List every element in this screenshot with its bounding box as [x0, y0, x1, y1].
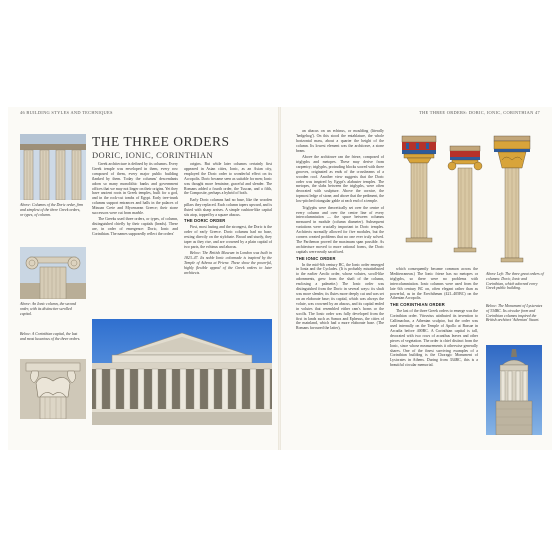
- right-col1-paragraph-4: In the mid-6th century BC, the Ionic order emerged in Ionia and the Cyclades. (It is probably misattributed to the earlier Aeolic order, whose volutes, scroll-like adornments, grew from the shaft of the column, enclosing a palmette.) The Ionic order was distinguished from the Doric in several ways: its shaft was more slender, its flutes more deeply cut and was set on an elaborate base; its capital, which was always the volute, was crowned by an abacus, and its capital ended in volutes that resembled either ram's horns or the scrolls. The Ionic order was fully developed from the first in lands such as Samos and Ephesus, the cities of the mainland, which had a more elaborate base. (The Romans favoured the latter),: [296, 262, 384, 331]
- right-col1-paragraph-1: an abacus on an echinus, or moulding (literally 'hedgehog'). On this stood the entablature, the whole horizontal mass, about a quarter the height of the column. Its lowest element was the architrave, a stone beam.: [296, 129, 384, 153]
- ionic-order-heading: THE IONIC ORDER: [296, 255, 336, 261]
- ionic-caption: Above: An Ionic column, the second order, with its distinctive scrolled capital.: [20, 302, 77, 316]
- corinthian-column-drawing: [494, 136, 530, 262]
- british-museum-photo: [92, 319, 272, 425]
- right-col1-paragraph-3: Triglyphs were theoretically set over the centre of every column and over the centre line of every intercolumniation — the space between columns measured in module (column diameter). Subsequent variations were crucially important in Doric temples. Architects normally allowed for five modules, but the corners created problems that no one ever truly solved. The Parthenon proved the maximum span possible. As architecture moved to more rational forms, the Doric capitals were neatly sacrificed.: [296, 205, 384, 254]
- corinthian-capital-photo: [20, 359, 86, 419]
- right-body-column-1: [296, 129, 384, 435]
- page-subtitle: DORIC, IONIC, CORINTHIAN: [92, 150, 214, 160]
- left-col1-paragraph-2: The Greeks used three orders, or types, of column, distinguished chiefly by their capitals (heads). These are, in order of emergence: Doric, Ionic and Corinthian. The names supposedly reflect the orders': [92, 217, 178, 237]
- right-col2-paragraph-2: The last of the three Greek orders to emerge was the Corinthian order. Vitruvius attributed its invention to Callimachus, a Athenian sculptor, but the order was used internally on the Temple of Apollo at Bassae in Arcadia before 400BC. A Corinthian capital is tall, decorated with two rows of acanthus leaves and other pieces of vegetation. The order is chief distinct from the Ionic, since whose measurements it otherwise generally shares. One of the finest surviving examples of a Corinthian building is the Choragic Monument of Lysicrates in Athens. During from 334BC, this is a beautiful circular memorial.: [390, 309, 478, 368]
- corinthian-order-heading: THE CORINTHIAN ORDER: [390, 302, 445, 308]
- left-col2-paragraph-3: First, most lasting and the strongest, the Doric is the order of early Greece. Doric columns had no base, resting directly on the stylobate. Broad and sturdy, they taper as they rise, and are crowned by a plain capital of two parts, the echinus and abacus.: [184, 225, 272, 249]
- three-orders-drawing: [394, 132, 536, 272]
- right-running-head: THE THREE ORDERS: DORIC, IONIC, CORINTHIAN 47: [419, 110, 540, 115]
- doric-column-drawing: [402, 136, 436, 242]
- doric-columns-photo: [20, 134, 86, 200]
- doric-caption: Above: Columns of the Doric order, firm and simplest of the three Greek orders, or types, of column.: [20, 203, 84, 217]
- left-body-column-2: [184, 162, 272, 314]
- ionic-column-photo: [20, 247, 86, 299]
- left-col2-paragraph-4: Below: The British Museum in London was built in 1823–47. Its noble Ionic colonnade is inspired by the Temple of Athena at Priene. These show the powerful, highly flexible appeal of the Greek orders to later architects.: [184, 251, 272, 276]
- page-title: THE THREE ORDERS: [92, 134, 230, 149]
- ionic-column-drawing: [448, 146, 482, 252]
- book-gutter: [278, 107, 281, 450]
- left-body-column-1: [92, 162, 178, 314]
- left-col1-paragraph-1: Greek architecture is defined by its columns. Every Greek temple was enveloped in them, every row composed of them, every major public building flanked by them. Today the columns' descendants adorn so many monolithic banks and government offices that we may not linger on their origins. Yet they have ancient roots in Greek temples, built for a god, and in the rock-cut tombs of Egypt. Early tree-trunk columns support entrances and halls in the palaces of Minoan Crete and Mycenaean Greece; their stone successors were cut from marble.: [92, 162, 178, 216]
- left-col2-paragraph-1: origins. But while later columns certainly first appeared in Asian cities, Ionic, as an Asian city, employed the Doric order to wonderful effect on its Acropolis. Doric became seen as suitable for men; Ionic was thought more feminine, graceful and slender. The Romans added a fourth order, the Tuscan, and a fifth, the Composite, perhaps a hybrid of both.: [184, 162, 272, 196]
- right-body-column-2: [390, 267, 478, 435]
- lysicrates-monument-photo: [486, 345, 542, 435]
- orders-caption: Above Left: The three great orders of columns: Doric, Ionic and Corinthian, which adorned every Greek public building.: [486, 272, 544, 291]
- monument-caption: Below: The Monument of Lysicrates of 334BC. Its circular form and Corinthian columns inspired the British architect 'Athenian' Stuart.: [486, 304, 543, 323]
- right-col1-paragraph-2: Above the architrave ran the frieze, composed of triglyphs and metopes. These may derive from carpentry; triglyphs, protruding blocks scored with three grooves, originated as ends of the crossbeams of a wooden roof. Another view suggests that the Doric order was inspired by Egypt's alabaster temples. The metopes, the slabs between the triglyphs, were often decorated with sculpture. Above the cornice, the topmost ledge of stone, and above that the pediment, the low-pitched triangular gable at each end of a temple.: [296, 155, 384, 204]
- right-col2-paragraph-1: which consequently became common across the Mediterranean.) The Ionic frieze has no metopes or triglyphs, so there were no problems with intercolumniation. Ionic columns were used from the late 6th century BC on, often elegant rather than as powerful, as in the Erechtheum (421–405BC) on the Athenian Acropolis.: [390, 267, 478, 301]
- doric-order-heading: THE DORIC ORDER: [184, 218, 226, 224]
- book-spread: [8, 107, 552, 450]
- left-col2-paragraph-2: Early Doric columns had no base, like the wooden pillars they replaced. Each column tapers upward, and is fluted with sharp arrises. A simple cushion-like capital sits atop, topped by a square abacus.: [184, 197, 272, 217]
- corinthian-caption: Below: A Corinthian capital, the last and most luxurious of the three orders.: [20, 332, 81, 341]
- left-running-head: 46 BUILDING STYLES AND TECHNIQUES: [20, 110, 113, 115]
